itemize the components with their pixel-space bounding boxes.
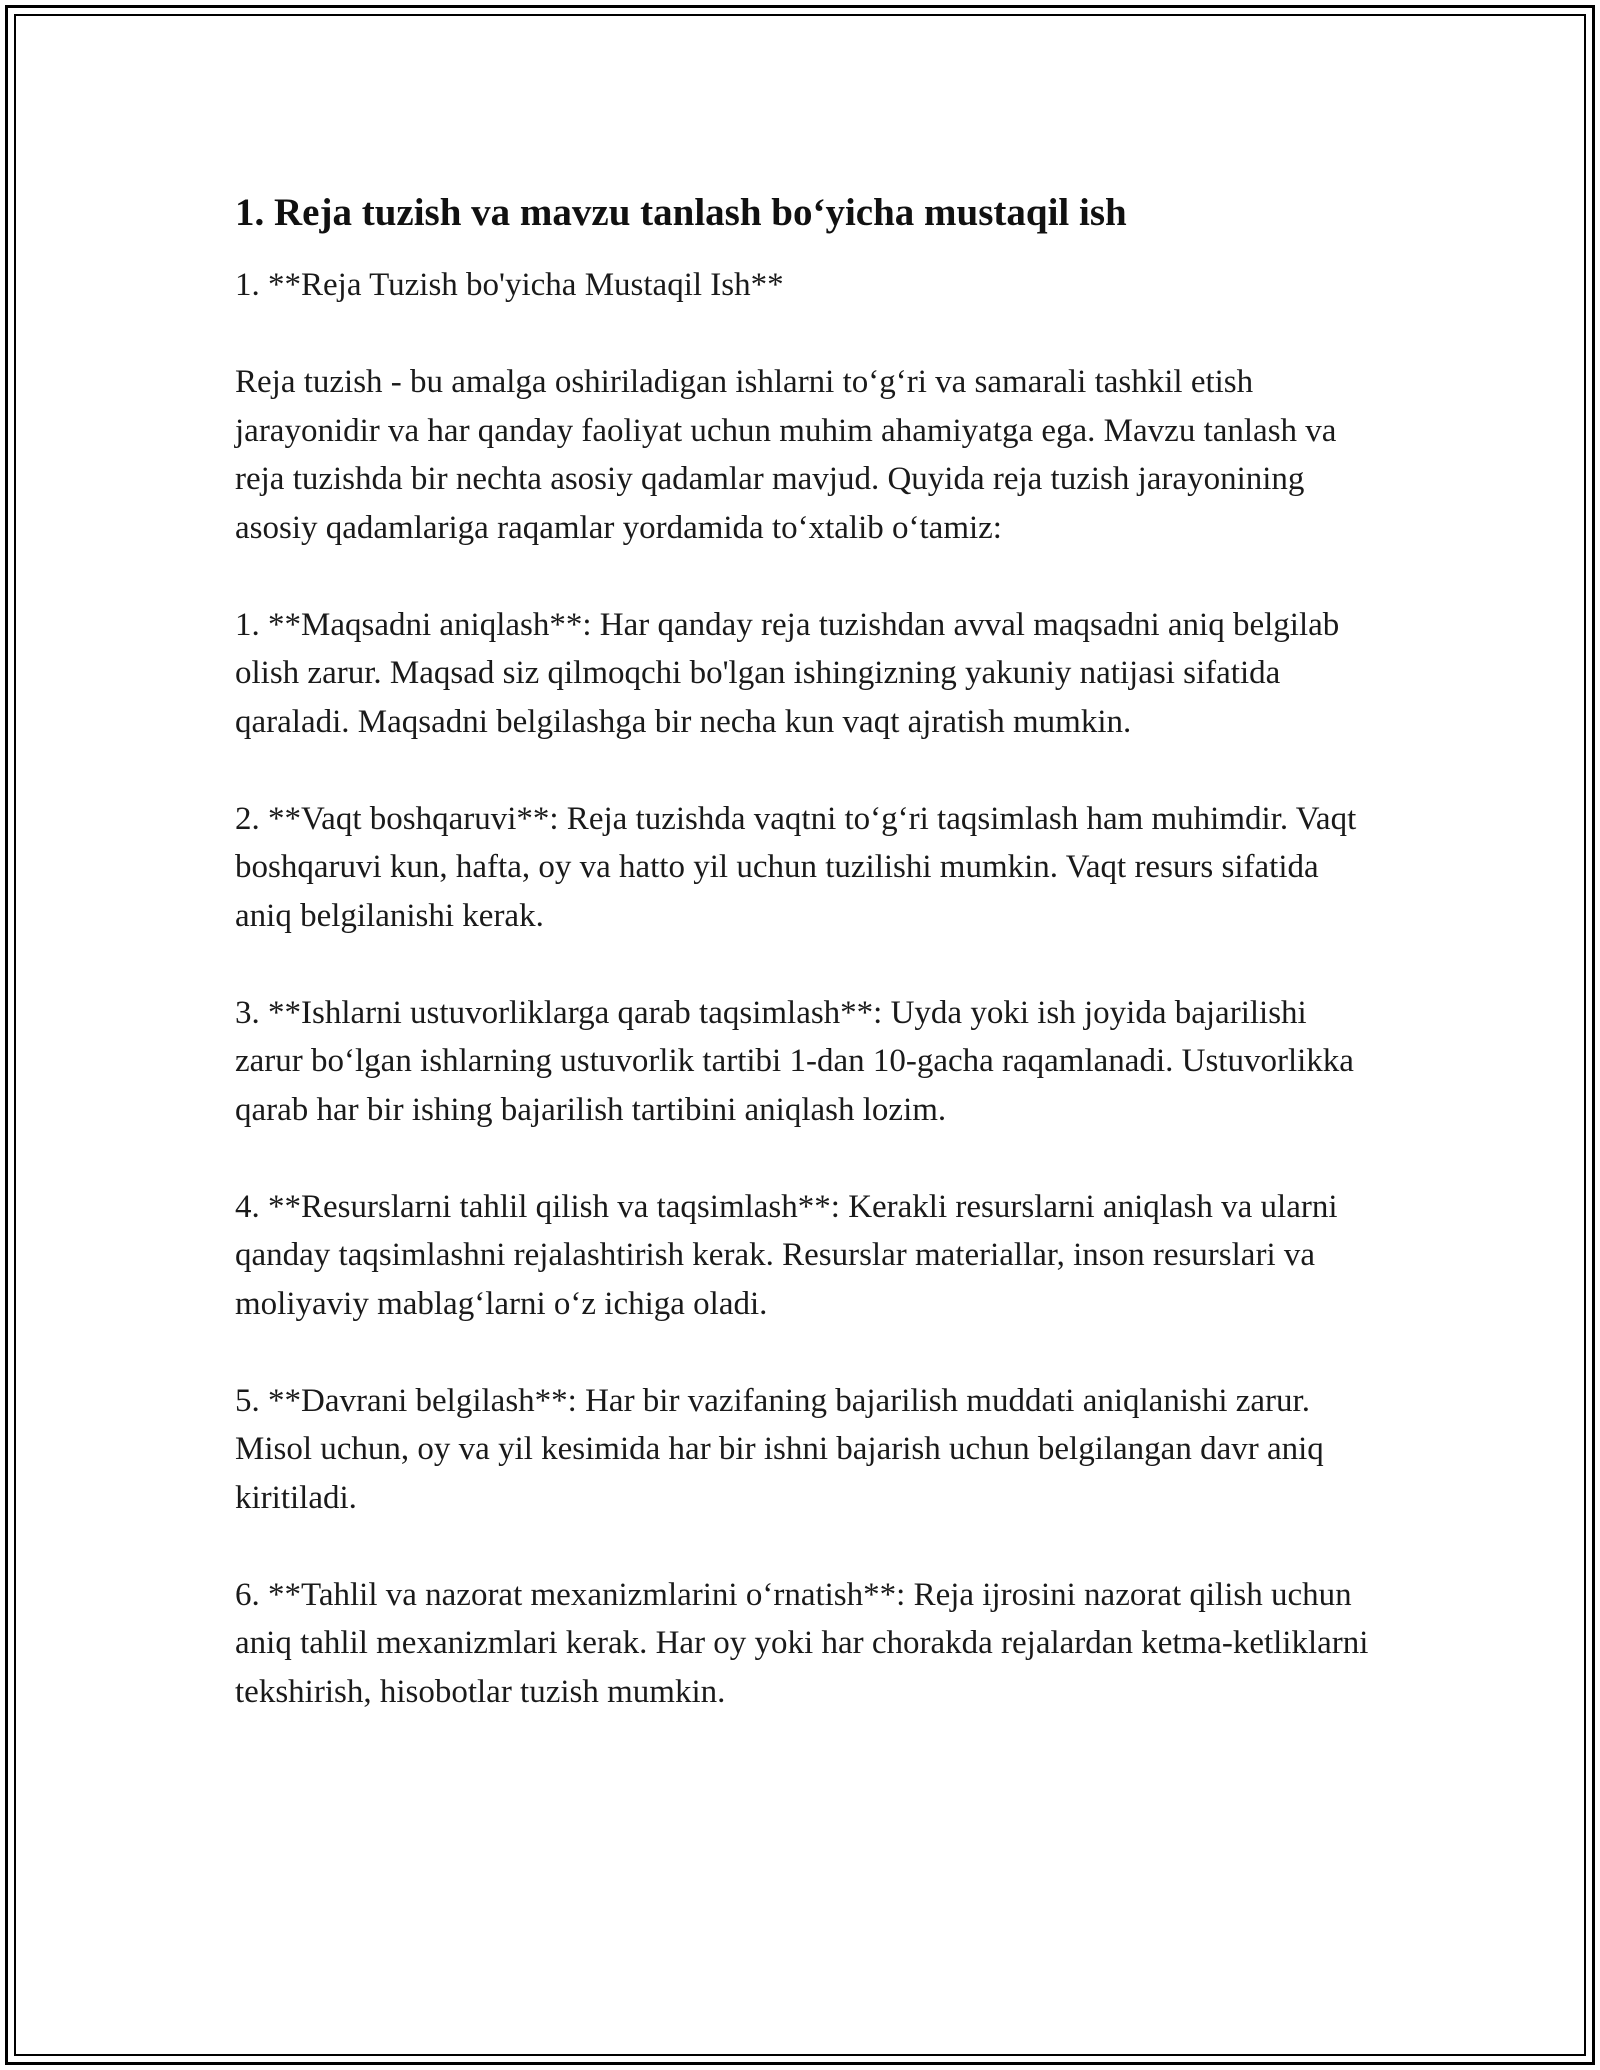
document-body bbox=[235, 185, 1375, 1765]
document-subtitle: 1. **Reja Tuzish bo'yicha Mustaqil Ish** bbox=[235, 267, 784, 303]
step-5-paragraph: 5. **Davrani belgilash**: Har bir vazifaning bajarilish muddati aniqlanishi zarur. Misol uchun, oy va yil kesimida har bir ishni bajarish uchun belgilangan davr aniq kiritiladi. bbox=[235, 1382, 1324, 1516]
step-4-paragraph: 4. **Resurslarni tahlil qilish va taqsimlash**: Kerakli resurslarni aniqlash va ularni qanday taqsimlashni rejalashtirish kerak. Resurslar materiallar, inson resurslari va moliyaviy mablag‘larni o‘z ichiga oladi. bbox=[235, 1188, 1338, 1322]
intro-paragraph: Reja tuzish - bu amalga oshiriladigan ishlarni to‘g‘ri va samarali tashkil etish jarayonidir va har qanday faoliyat uchun muhim ahamiyatga ega. Mavzu tanlash va reja tuzishda bir nechta asosiy qadamlar mavjud. Quyida reja tuzish jarayonining asosiy qadamlariga raqamlar yordamida to‘xtalib o‘tamiz: bbox=[235, 364, 1337, 546]
document-title: 1. Reja tuzish va mavzu tanlash bo‘yicha mustaqil ish bbox=[235, 191, 1127, 234]
step-6-paragraph: 6. **Tahlil va nazorat mexanizmlarini o‘rnatish**: Reja ijrosini nazorat qilish uchun aniq tahlil mexanizmlari kerak. Har oy yoki har chorakda rejalardan ketma-ketliklarni tekshirish, hisobotlar tuzish mumkin. bbox=[235, 1576, 1369, 1710]
step-3-paragraph: 3. **Ishlarni ustuvorliklarga qarab taqsimlash**: Uyda yoki ish joyida bajarilishi zarur bo‘lgan ishlarning ustuvorlik tartibi 1-dan 10-gacha raqamlanadi. Ustuvorlikka qarab har bir ishing bajarilish tartibini aniqlash lozim. bbox=[235, 994, 1354, 1128]
step-2-paragraph: 2. **Vaqt boshqaruvi**: Reja tuzishda vaqtni to‘g‘ri taqsimlash ham muhimdir. Vaqt boshqaruvi kun, hafta, oy va hatto yil uchun tuzilishi mumkin. Vaqt resurs sifatida aniq belgilanishi kerak. bbox=[235, 800, 1357, 934]
step-1-paragraph: 1. **Maqsadni aniqlash**: Har qanday reja tuzishdan avval maqsadni aniq belgilab olish zarur. Maqsad siz qilmoqchi bo'lgan ishingizning yakuniy natijasi sifatida qaraladi. Maqsadni belgilashga bir necha kun vaqt ajratish mumkin. bbox=[235, 606, 1340, 740]
